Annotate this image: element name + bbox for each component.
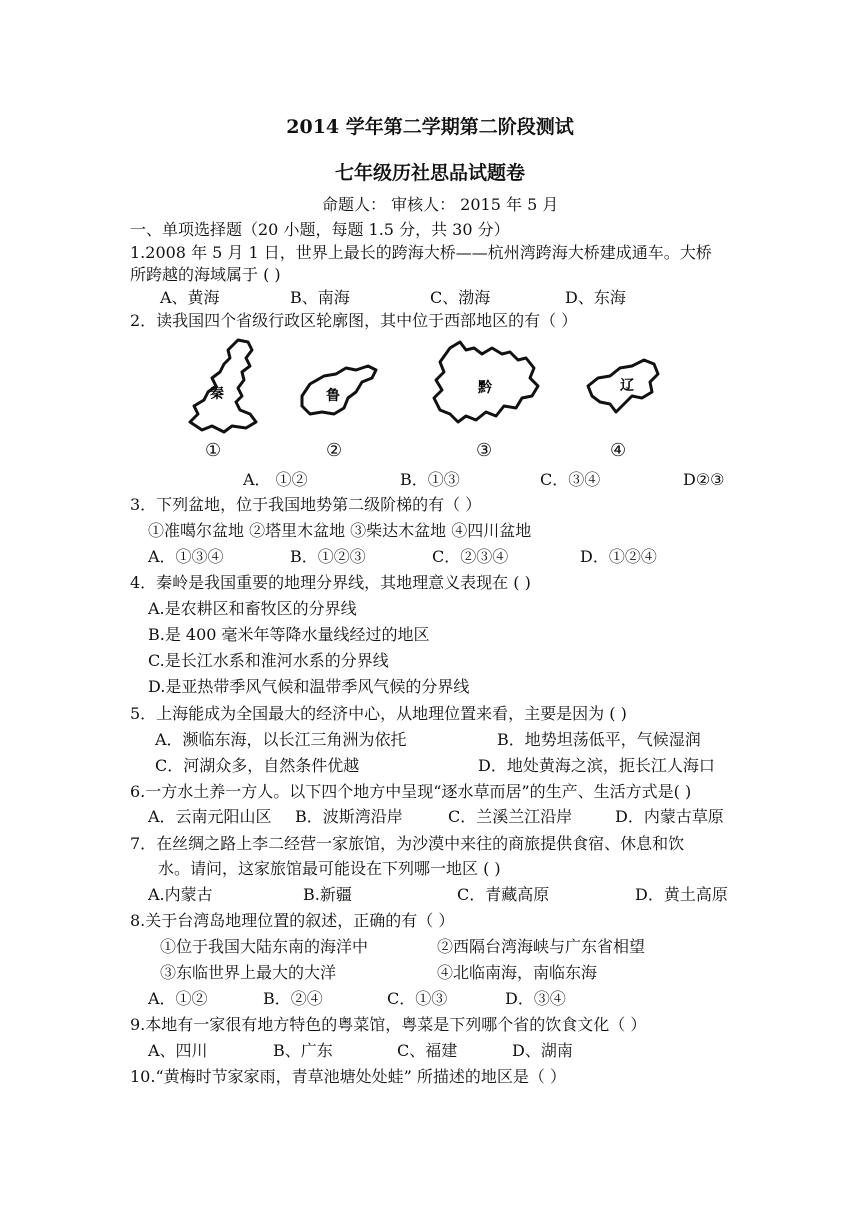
map-label-lu: 鲁 [326, 388, 340, 404]
map-label-qian: 黔 [478, 380, 492, 396]
q5-option-d: D．地处黄海之滨，扼长江人海口 [478, 756, 715, 775]
q9-option-c: C、福建 [397, 1041, 458, 1060]
exam-title: 2014 学年第二学期第二阶段测试 [286, 116, 574, 138]
q9-stem: 9.本地有一家很有地方特色的粤菜馆，粤菜是下列哪个省的饮食文化（ ） [130, 1015, 647, 1034]
q3-option-d: D．①②④ [580, 547, 657, 566]
q1-stem-line2: 所跨越的海域属于 ( ) [130, 265, 281, 284]
q1-option-b: B、南海 [290, 288, 350, 307]
q5-stem: 5．上海能成为全国最大的经济中心，从地理位置来看，主要是因为 ( ) [130, 704, 627, 723]
exam-subtitle: 七年级历社思品试题卷 [334, 162, 525, 184]
q2-option-b: B．①③ [400, 470, 460, 489]
q9-option-a: A、四川 [148, 1041, 208, 1060]
q7-stem-line1: 7．在丝绸之路上李二经营一家旅馆，为沙漠中来往的商旅提供食宿、休息和饮 [130, 834, 685, 853]
q8-item-4: ④北临南海，南临东海 [437, 963, 598, 982]
q8-option-d: D．③④ [505, 989, 566, 1008]
q10-stem: 10.“黄梅时节家家雨，青草池塘处处蛙” 所描述的地区是（ ） [130, 1067, 566, 1086]
q7-stem-line2: 水。请问，这家旅馆最可能设在下列哪一地区 ( ) [158, 859, 501, 878]
q5-option-b: B．地势坦荡低平，气候湿润 [497, 730, 701, 749]
q9-option-b: B、广东 [273, 1041, 333, 1060]
q3-option-c: C．②③④ [432, 547, 509, 566]
q3-items: ①准噶尔盆地 ②塔里木盆地 ③柴达木盆地 ④四川盆地 [148, 521, 532, 540]
q7-option-d: D．黄土高原 [635, 885, 728, 904]
q7-option-a: A.内蒙古 [148, 885, 213, 904]
q7-option-b: B.新疆 [303, 885, 352, 904]
q6-option-d: D．内蒙古草原 [615, 807, 724, 826]
q3-option-b: B．①②③ [290, 547, 366, 566]
exam-meta: 命题人： 审核人： 2015 年 5 月 [322, 195, 559, 214]
q4-option-d: D.是亚热带季风气候和温带季风气候的分界线 [148, 677, 470, 696]
map-number-1: ① [205, 440, 222, 461]
q5-option-a: A．濒临东海，以长江三角洲为依托 [155, 730, 407, 749]
map-label-liao: 辽 [620, 378, 634, 394]
q8-item-1: ①位于我国大陆东南的海洋中 [160, 937, 369, 956]
q6-option-a: A．云南元阳山区 [148, 807, 272, 826]
map-label-qin: 秦 [210, 386, 224, 402]
q2-stem: 2．读我国四个省级行政区轮廓图，其中位于西部地区的有（ ） [130, 311, 578, 330]
q6-option-b: B．波斯湾沿岸 [295, 807, 403, 826]
q9-option-d: D、湖南 [512, 1041, 573, 1060]
q8-option-b: B．②④ [263, 989, 323, 1008]
q1-option-c: C、渤海 [430, 288, 491, 307]
shaanxi-outline-map [180, 336, 270, 436]
q1-option-a: A、黄海 [160, 288, 220, 307]
map-number-3: ③ [476, 440, 493, 461]
section-heading: 一、单项选择题（20 小题，每题 1.5 分，共 30 分） [130, 220, 510, 239]
q1-stem-line1: 1.2008 年 5 月 1 日，世界上最长的跨海大桥——杭州湾跨海大桥建成通车。大桥 [130, 243, 712, 262]
q2-option-a: A． ①② [243, 470, 308, 489]
map-number-2: ② [326, 440, 343, 461]
q5-option-c: C．河湖众多，自然条件优越 [155, 756, 360, 775]
q4-option-b: B.是 400 毫米年等降水量线经过的地区 [148, 625, 430, 644]
guizhou-outline-map [430, 338, 544, 428]
q8-option-a: A．①② [148, 989, 208, 1008]
q3-option-a: A．①③④ [148, 547, 224, 566]
q3-stem: 3．下列盆地，位于我国地势第二级阶梯的有（ ） [130, 495, 482, 514]
q4-option-c: C.是长江水系和淮河水系的分界线 [148, 651, 389, 670]
q2-option-d: D②③ [683, 470, 725, 489]
q6-option-c: C．兰溪兰江沿岸 [448, 807, 573, 826]
q2-option-c: C．③④ [540, 470, 601, 489]
q4-option-a: A.是农耕区和畜牧区的分界线 [148, 599, 357, 618]
q8-stem: 8.关于台湾岛地理位置的叙述，正确的有（ ） [130, 911, 455, 930]
q8-item-3: ③东临世界上最大的大洋 [160, 963, 337, 982]
q1-option-d: D、东海 [565, 288, 626, 307]
q8-option-c: C．①③ [387, 989, 448, 1008]
q4-stem: 4．秦岭是我国重要的地理分界线，其地理意义表现在 ( ) [130, 573, 531, 592]
map-number-4: ④ [610, 440, 627, 461]
shandong-outline-map [296, 362, 382, 420]
q6-stem: 6.一方水土养一方人。以下四个地方中呈现“逐水草而居”的生产、生活方式是( ) [130, 782, 692, 801]
liaoning-outline-map [582, 356, 662, 422]
q7-option-c: C．青藏高原 [457, 885, 550, 904]
q8-item-2: ②西隔台湾海峡与广东省相望 [437, 937, 646, 956]
